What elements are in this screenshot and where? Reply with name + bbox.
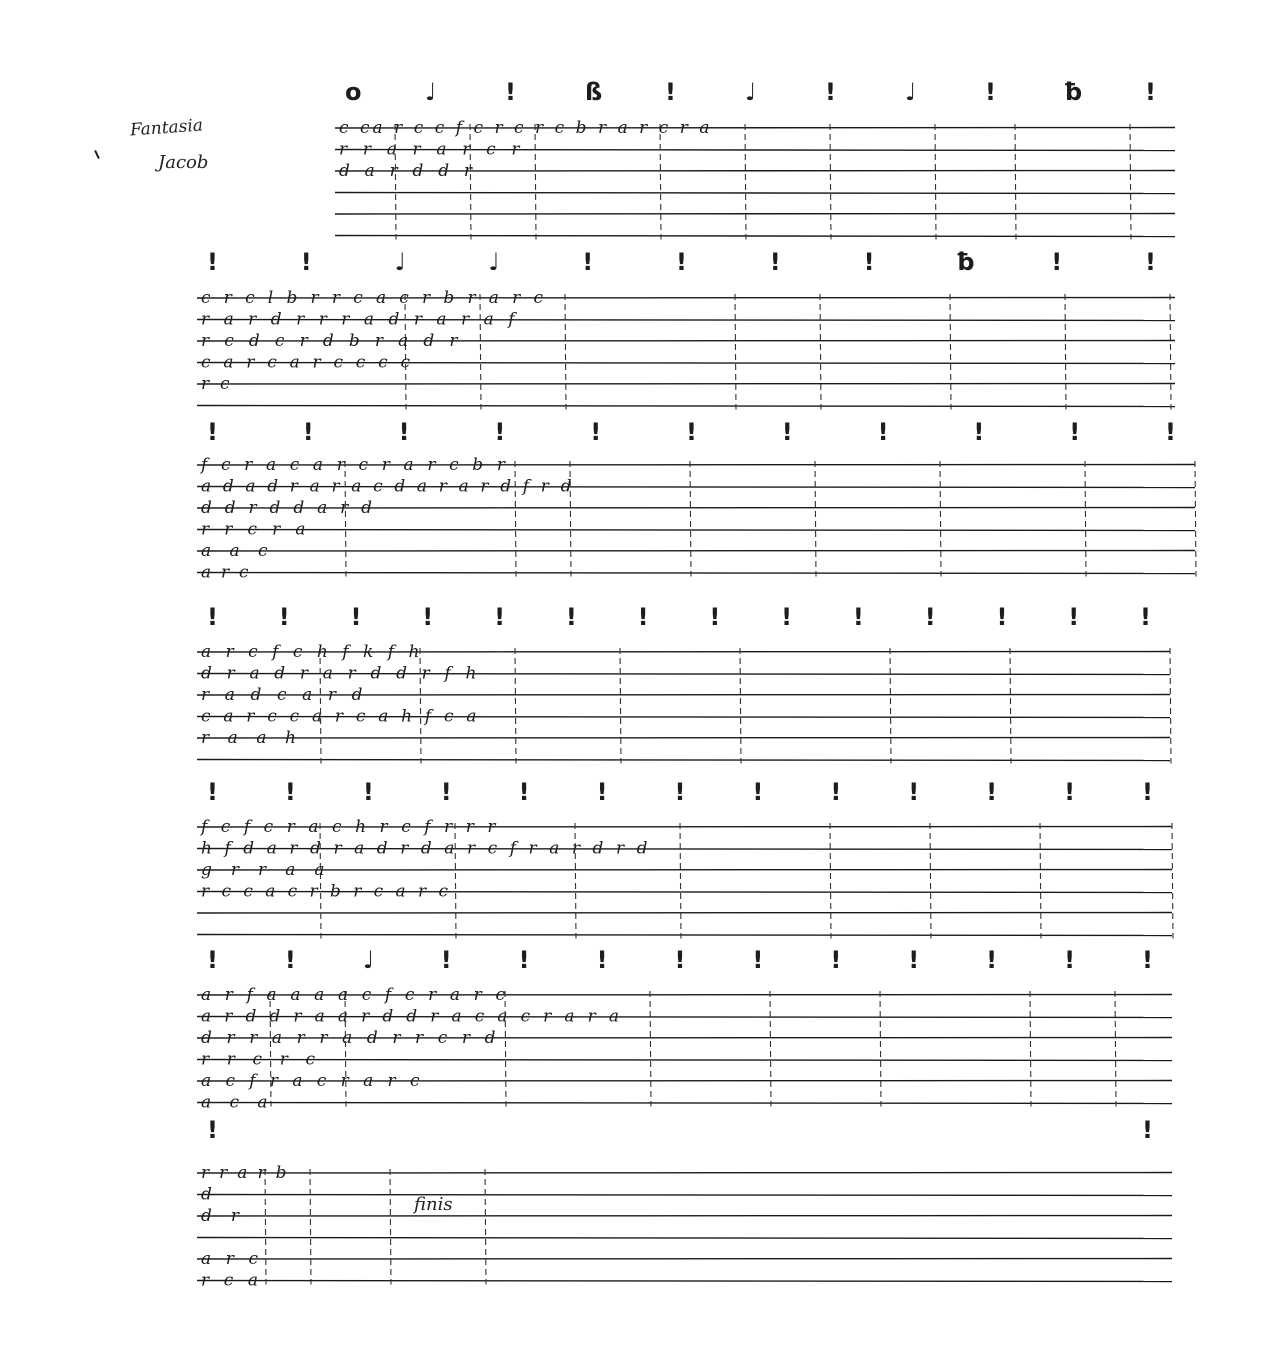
barline xyxy=(1195,461,1196,577)
staff-line xyxy=(197,1238,1172,1239)
barline xyxy=(745,124,746,240)
rhythm-sign: ! xyxy=(1064,778,1076,806)
staff-line xyxy=(197,384,1175,385)
rhythm-sign: ! xyxy=(1140,603,1151,631)
tablature-letters: c a r c a r c c c c xyxy=(201,352,410,373)
barline xyxy=(1010,648,1011,764)
piece-title: Fantasia xyxy=(129,115,204,141)
rhythm-sign: ! xyxy=(830,778,842,806)
tablature-letters: a r c xyxy=(201,562,249,583)
staff-line xyxy=(197,760,1170,761)
barline xyxy=(1170,294,1171,410)
rhythm-sign: ! xyxy=(278,603,290,631)
tablature-letters: r r c r c xyxy=(201,1049,315,1070)
barline xyxy=(820,294,821,410)
barline xyxy=(660,124,661,240)
tablature-letters: d r xyxy=(201,1206,239,1226)
rhythm-sign: ! xyxy=(1142,778,1153,806)
staff-line xyxy=(197,1173,1172,1174)
barline xyxy=(690,461,691,577)
rhythm-sign: ! xyxy=(505,78,516,106)
rhythm-sign: ! xyxy=(494,603,506,631)
rhythm-sign: ! xyxy=(863,248,875,276)
rhythm-sign: ! xyxy=(686,418,697,446)
staff-line xyxy=(197,738,1170,739)
staff-line xyxy=(197,465,1195,466)
tablature-letters: f c f c r a c h r c f r r r xyxy=(201,817,496,837)
staff-line xyxy=(197,406,1175,407)
rhythm-sign: ! xyxy=(752,946,764,974)
rhythm-sign: ♩ xyxy=(362,946,375,974)
rhythm-sign: ♩ xyxy=(745,78,757,106)
barline xyxy=(535,124,536,240)
tablature-letters: a r f a a a a c f c r a r c xyxy=(201,985,506,1005)
tablature-letters: r r a r b xyxy=(201,1163,287,1183)
rhythm-sign: ! xyxy=(986,946,998,974)
barline xyxy=(830,124,831,240)
tablature-letters: r a d c a r d xyxy=(201,685,363,705)
barline xyxy=(265,1169,266,1285)
rhythm-sign: ! xyxy=(350,603,362,631)
rhythm-sign: ! xyxy=(674,946,686,974)
barline xyxy=(310,1169,311,1285)
staff-line xyxy=(335,193,1175,194)
staff-line xyxy=(197,363,1175,364)
rhythm-sign: ! xyxy=(830,946,842,974)
staff-line xyxy=(197,935,1172,936)
tablature-letters: d d r d d a r d xyxy=(201,498,372,518)
tablature-letters: r r c r a xyxy=(201,519,306,540)
barline xyxy=(390,1169,391,1285)
rhythm-sign: ! xyxy=(565,603,577,631)
rhythm-sign: ! xyxy=(877,418,889,446)
rhythm-sign: ! xyxy=(596,946,608,974)
barline xyxy=(480,294,481,410)
tablature-letters: r r a r a r c r xyxy=(339,139,520,160)
tablature-letters: d r r a r r a d r r c r d xyxy=(201,1028,496,1048)
rhythm-sign: ! xyxy=(207,778,218,806)
rhythm-sign: ! xyxy=(924,603,936,631)
rhythm-sign: ß xyxy=(585,78,603,106)
rhythm-sign: ! xyxy=(494,418,506,446)
staff-line xyxy=(197,1060,1172,1061)
staff-line xyxy=(197,530,1195,531)
rhythm-sign: ! xyxy=(398,418,410,446)
rhythm-sign: ! xyxy=(852,603,864,631)
rhythm-sign: ♩ xyxy=(394,248,406,276)
staff-line xyxy=(197,913,1172,914)
rhythm-sign: ! xyxy=(986,778,998,806)
rhythm-sign: ! xyxy=(1069,418,1081,446)
tablature-letters: a c f r a c r a r c xyxy=(201,1071,420,1091)
rhythm-sign: ! xyxy=(637,603,649,631)
rhythm-sign: ! xyxy=(781,418,793,446)
barline xyxy=(935,124,936,240)
rhythm-sign: ! xyxy=(422,603,434,631)
rhythm-sign: ! xyxy=(1068,603,1080,631)
rhythm-sign: ♩ xyxy=(905,78,917,106)
barline xyxy=(1030,991,1031,1107)
rhythm-sign: ! xyxy=(1145,248,1156,276)
tablature-letters: d r a d r a r d d r f h xyxy=(201,663,477,684)
tablature-letters: a r c xyxy=(201,1249,258,1269)
rhythm-sign: ! xyxy=(1142,946,1153,974)
barline xyxy=(735,294,736,410)
barline xyxy=(485,1169,486,1285)
rhythm-sign: ! xyxy=(207,418,218,446)
rhythm-sign: ! xyxy=(284,778,296,806)
rhythm-sign: ! xyxy=(781,603,793,631)
rhythm-sign: ƀ xyxy=(957,248,975,276)
rhythm-sign: ! xyxy=(207,248,218,276)
tablature-letters: r a r d r r r a d r a r a f xyxy=(201,309,515,330)
rhythm-sign: ! xyxy=(985,78,996,106)
barline xyxy=(1172,823,1173,939)
staff-line xyxy=(335,214,1175,215)
rhythm-sign: ! xyxy=(674,778,686,806)
barline xyxy=(880,991,881,1107)
tablature-letters: r c a xyxy=(201,1270,258,1291)
staff-line xyxy=(335,150,1175,151)
tablature-letters: h f d a r d r a d r d a r c f r a r d r d xyxy=(201,838,648,859)
rhythm-sign: ! xyxy=(596,778,608,806)
rhythm-sign: ! xyxy=(769,248,781,276)
composer-name: Jacob xyxy=(158,152,209,173)
rhythm-sign: ! xyxy=(908,778,920,806)
rhythm-sign: ! xyxy=(1064,946,1076,974)
rhythm-sign: ! xyxy=(825,78,836,106)
tablature-letters: r c d c r d b r a d r xyxy=(201,331,458,351)
barline xyxy=(830,823,831,939)
tablature-letters: a a c xyxy=(201,541,268,561)
barline xyxy=(1170,648,1171,764)
staff-line xyxy=(197,573,1195,574)
rhythm-sign: ƀ xyxy=(1065,78,1083,106)
staff-line xyxy=(197,870,1172,871)
staff-line xyxy=(197,892,1172,893)
staff-line xyxy=(197,1259,1172,1260)
rhythm-sign: ! xyxy=(590,418,602,446)
rhythm-sign: ! xyxy=(1142,1116,1153,1144)
tablature-letters: d a r d d r xyxy=(339,161,472,181)
rhythm-sign: ♩ xyxy=(425,78,437,106)
rhythm-sign: ! xyxy=(1145,78,1156,106)
barline xyxy=(1040,823,1041,939)
rhythm-sign: ! xyxy=(582,248,594,276)
staff-line xyxy=(197,551,1195,552)
rhythm-sign: o xyxy=(345,78,362,106)
barline xyxy=(815,461,816,577)
tablature-letters: a c a xyxy=(201,1092,268,1113)
staff-line xyxy=(335,236,1175,237)
barline xyxy=(455,823,456,939)
rhythm-sign: ! xyxy=(284,946,296,974)
rhythm-sign: ! xyxy=(908,946,920,974)
barline xyxy=(515,648,516,764)
barline xyxy=(890,648,891,764)
rhythm-sign: ! xyxy=(709,603,721,631)
barline xyxy=(940,461,941,577)
rhythm-sign: ! xyxy=(362,778,374,806)
rhythm-sign: ! xyxy=(996,603,1008,631)
barline xyxy=(770,991,771,1107)
barline xyxy=(1130,124,1131,240)
rhythm-sign: ! xyxy=(518,946,530,974)
tablature-letters: a d a d r a r a c d a r a r d f r d xyxy=(201,476,572,497)
barline xyxy=(1015,124,1016,240)
staff-line xyxy=(197,1103,1172,1104)
tablature-letters: c a r c c a r c a h f c a xyxy=(201,706,477,727)
tablature-letters: r c xyxy=(201,374,230,394)
staff-line xyxy=(197,849,1172,850)
rhythm-sign: ! xyxy=(1165,418,1176,446)
staff-line xyxy=(197,1195,1172,1196)
tablature-letters: r c c a c r b r c a r c xyxy=(201,881,448,902)
tablature-letters: f c r a c a r c r a r c b r xyxy=(201,455,506,475)
rhythm-sign: ! xyxy=(752,778,764,806)
barline xyxy=(950,294,951,410)
barline xyxy=(1115,991,1116,1107)
tablature-letters: a r c f c h f k f h xyxy=(201,642,420,662)
rhythm-sign: ! xyxy=(300,248,312,276)
rhythm-sign: ! xyxy=(1051,248,1063,276)
barline xyxy=(740,648,741,764)
rhythm-sign: ! xyxy=(676,248,687,276)
staff-line xyxy=(197,827,1172,828)
rhythm-sign: ! xyxy=(207,946,218,974)
staff-line xyxy=(197,1281,1172,1282)
barline xyxy=(930,823,931,939)
barline xyxy=(650,991,651,1107)
tablature-letters: c r c l b r r c a c r b r a r c xyxy=(201,288,543,308)
barline xyxy=(680,823,681,939)
rhythm-sign: ! xyxy=(440,946,452,974)
rhythm-sign: ! xyxy=(302,418,314,446)
rhythm-sign: ! xyxy=(665,78,676,106)
rhythm-sign: ! xyxy=(440,778,452,806)
rhythm-sign: ! xyxy=(518,778,530,806)
rhythm-sign: ! xyxy=(207,603,218,631)
rhythm-sign: ! xyxy=(207,1116,218,1144)
tablature-letters: r a a h xyxy=(201,728,296,748)
tablature-letters: g r r a a xyxy=(201,860,325,880)
barline xyxy=(565,294,566,410)
staff-line xyxy=(197,1216,1172,1217)
barline xyxy=(1065,294,1066,410)
barline xyxy=(620,648,621,764)
tablature-letters: c ca r c c f c r c r c b r a r c r a xyxy=(339,118,710,138)
rhythm-sign: ♩ xyxy=(488,248,500,276)
barline xyxy=(1085,461,1086,577)
tablature-letters: d xyxy=(201,1184,212,1205)
staff-line xyxy=(335,171,1175,172)
ending-word: finis xyxy=(414,1194,453,1215)
rhythm-sign: ! xyxy=(973,418,985,446)
tablature-letters: a r d d r a a r d d r a c a c r a r a xyxy=(201,1006,619,1027)
